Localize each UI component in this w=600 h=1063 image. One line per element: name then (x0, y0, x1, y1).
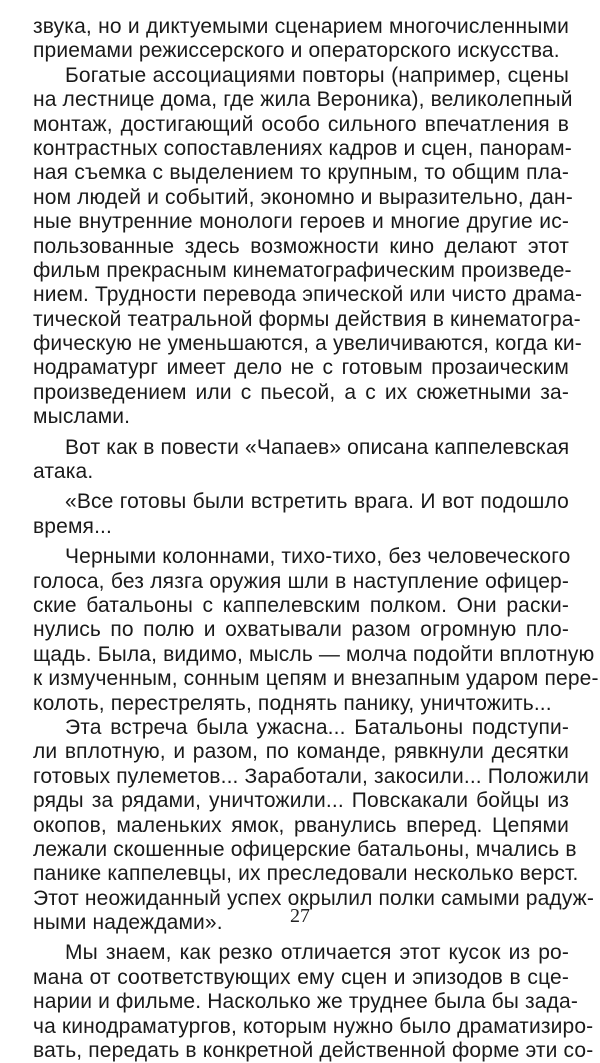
text-line: пользованные здесь возможности кино делают этот (33, 234, 569, 258)
text-line: нием. Трудности перевода эпической или чисто драма- (33, 283, 583, 307)
text-line: ном людей и событий, экономно и выразительно, дан- (33, 185, 573, 209)
text-line: ная съемка с выделением то крупным, то общим пла- (33, 161, 569, 185)
text-line: ли вплотную, и разом, по команде, рявкнули десятки (33, 740, 569, 764)
page-number: 27 (290, 905, 310, 927)
text-line: нарии и фильме. Насколько же труднее была бы зада- (33, 990, 578, 1014)
text-line: Мы знаем, как резко отличается этот кусок из ро- (65, 941, 569, 965)
paragraph (33, 941, 594, 1063)
text-line: Эта встреча была ужасна... Батальоны подступи- (65, 715, 569, 739)
text-line: лежали скошенные офицерские батальоны, мчались в (33, 837, 577, 861)
text-line: Вот как в повести «Чапаев» описана каппелевская (65, 435, 570, 459)
text-line: время... (33, 514, 113, 538)
text-line: мыслами. (33, 405, 131, 429)
text-line: ными надеждами». (33, 911, 223, 935)
text-line: к измученным, сонным цепям и внезапным ударом пере- (33, 667, 599, 691)
text-line: атака. (33, 460, 94, 484)
text-line: вать, передать в конкретной действенной форме эти со- (33, 1039, 594, 1063)
text-line: мана от соответствующих ему сцен и эпизодов в сце- (33, 965, 569, 989)
text-line: произведением или с пьесой, а с их сюжетными за- (33, 380, 569, 404)
text-line: Этот неожиданный успех окрылил полки самыми радуж- (33, 886, 595, 910)
text-line: приемами режиссерского и операторского искусства. (33, 39, 560, 63)
paragraph (33, 63, 583, 430)
paragraph (33, 15, 569, 64)
text-line: колоть, перестрелять, поднять панику, уничтожить... (33, 691, 552, 715)
text-line: фическую не уменьшаются, а увеличиваются, когда ки- (33, 332, 582, 356)
paragraph (33, 715, 595, 936)
text-line: окопов, маленьких ямок, рванулись вперед. Цепями (33, 813, 569, 837)
text-line: тической театральной формы действия в кинематогра- (33, 307, 581, 331)
paragraph (33, 545, 599, 716)
text-line: нулись по полю и охватывали разом огромную пло- (33, 618, 569, 642)
text-line: голоса, без лязга оружия шли в наступление офицер- (33, 569, 569, 593)
text-line: ряды за рядами, уничтожили... Повскакали бойцы из (33, 789, 569, 813)
text-line: готовых пулеметов... Заработали, закосили... Положили (33, 764, 589, 788)
text-line: панике каппелевцы, их преследовали несколько верст. (33, 862, 579, 886)
text-line: «Все готовы были встретить врага. И вот подошло (65, 490, 569, 514)
text-line: Богатые ассоциациями повторы (например, сцены (65, 63, 569, 87)
paragraph (33, 490, 569, 539)
text-line: звука, но и диктуемыми сценарием многочисленными (33, 15, 569, 38)
text-line: ные внутренние монологи героев и многие другие ис- (33, 210, 569, 234)
text-line: ча кинодраматургов, которым нужно было драматизиро- (33, 1014, 594, 1038)
text-line: ские батальоны с каппелевским полком. Они раски- (33, 593, 569, 617)
text-line: на лестнице дома, где жила Вероника), великолепный (33, 88, 573, 112)
text-line: контрастных сопоставлениях кадров и сцен, панорам- (33, 136, 572, 160)
text-line: Черными колоннами, тихо-тихо, без человеческого (65, 545, 571, 569)
paragraph (33, 436, 569, 485)
text-line: нодраматург имеет дело не с готовым прозаическим (33, 356, 569, 380)
text-line: щадь. Была, видимо, мысль — молча подойти вплотную (33, 642, 595, 666)
text-line: монтаж, достигающий особо сильного впечатления в (33, 112, 569, 136)
text-line: фильм прекрасным кинематографическим произведе- (33, 258, 572, 282)
